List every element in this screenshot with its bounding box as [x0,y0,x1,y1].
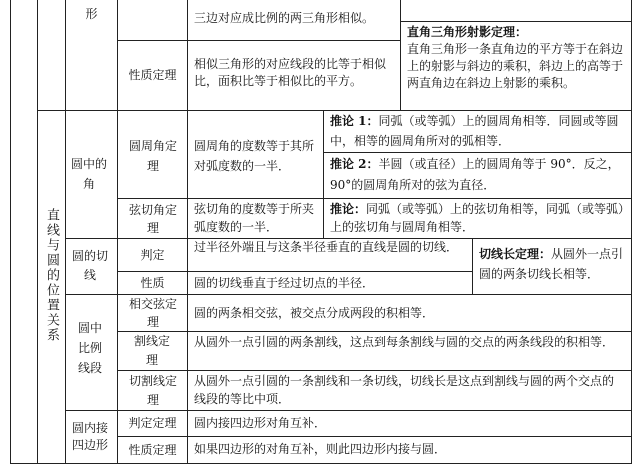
border-h-cyclic-mid [117,436,631,437]
tangent-chord-corollary-text: 同弧（或等弧）上的弦切角相等，同弧（或等弧）上的弦切角与圆周角相等． [330,202,625,234]
corollary1 [324,111,631,152]
border-h-cor1-cor2 [323,152,631,153]
tangent-chord-corollary-title: 推论： [330,202,367,216]
tangent-chord-text: 弦切角的度数等于所夹弧度数的一半． [194,202,315,234]
inscribed-angle-text: 圆周角的度数等于其所对弧度数的一半． [194,139,315,173]
chord-label: 相交弦定理 [128,297,177,329]
inscribed-angle-label: 圆周角定理 [128,139,177,173]
tangent-judge-label: 判定 [140,247,165,262]
tangent-length-text: 从圆外一点引圆的两条切线长相等． [479,247,624,281]
tangent-chord-corollary [324,200,631,238]
cyclic-group-label: 圆内接四边形 [72,421,109,452]
cyclic-property-text: 如果四边形的对角互补，则此四边形内接与圆． [194,442,447,456]
corollary2 [324,154,631,198]
tangent-length-title: 切线长定理： [479,247,552,261]
cyclic-judge-label: 判定定理 [128,416,177,430]
cyclic-judge-text: 圆内接四边形对角互补． [194,416,327,430]
section-label-text: 直线与圆的位置关系 [44,207,59,343]
tangent-secant-label: 切割线定理 [128,373,177,407]
chord-text: 圆的两条相交弦，被交点分成两段的积相等． [194,306,435,320]
tangent-judge-text: 过半径外端且与这条半径垂直的直线是圆的切线． [194,240,459,254]
similar-property-label: 性质定理 [128,68,177,82]
shape-text: 三边对应成比例的两三角形相似。 [194,11,375,25]
projection-title: 直角三角形射影定理： [407,25,528,39]
tangent-length [473,244,631,288]
corollary1-text: 同弧（或等弧）上的圆周角相等．同圆或等圆中，相等的圆周角所对的弧相等． [330,114,619,148]
tangent-property-text: 圆的切线垂直于经过切点的半径． [194,276,375,290]
corollary1-title: 推论 1： [330,114,379,128]
tangent-secant-text: 从圆外一点引圆的一条割线和一条切线，切线长是这点到割线与圆的两个交点的线段的等比中项． [194,374,615,406]
border-col1 [65,0,66,464]
border-h-top-proj [400,21,631,22]
corollary2-title: 推论 2： [330,157,379,171]
secant-label: 割线定理 [133,334,170,367]
border-h-secant-tansec [117,370,631,371]
border-h-chord-secant [117,331,631,332]
border-bottom [10,463,631,464]
border-h-angle-tangentchord [117,198,631,199]
border-left [10,0,11,464]
similar-property-text: 相似三角形的对应线段的比等于相似比，面积比等于相似比的平方。 [194,57,387,88]
tangent-chord-label: 弦切角定理 [128,203,177,235]
shape-label: 形 [85,6,98,21]
projection-text: 直角三角形一条直角边的平方等于在斜边上的射影与斜边的乘积，斜边上的高等于两直角边在斜边上射影的乘积。 [407,42,624,90]
section-label [38,190,65,360]
border-right [631,0,632,464]
secant-text: 从圆外一点引圆的两条割线，这点到每条割线与圆的交点的两条线段的积相等． [194,335,615,349]
proportional-group-label: 圆中比例线段 [77,321,102,375]
tangent-group-label: 圆的切线 [72,249,109,282]
cyclic-property-label: 性质定理 [128,442,177,457]
angle-group-label: 圆中的角 [70,157,107,191]
tangent-property-label: 性质 [140,275,165,290]
corollary2-text: 半圆（或直径）上的圆周角等于 90°．反之，90°的圆周角所对的弦为直径． [330,157,620,192]
